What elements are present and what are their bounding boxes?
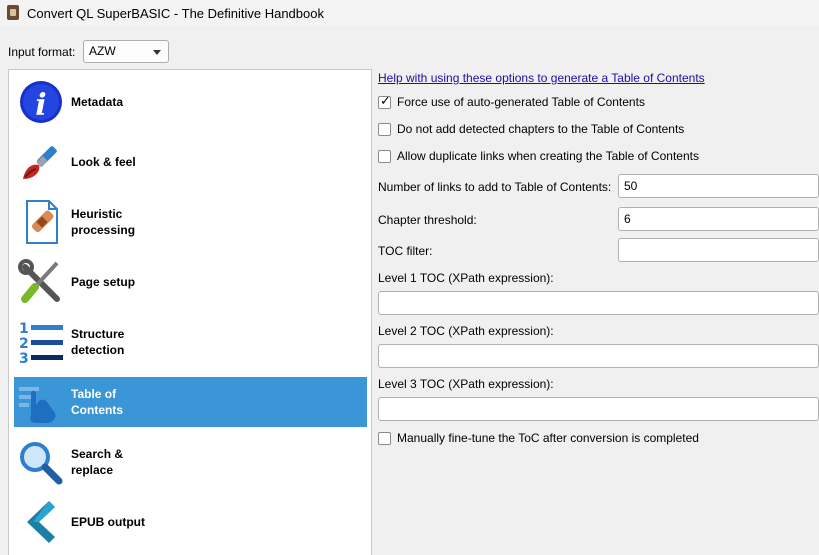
help-link[interactable]: Help with using these options to generate a Table of Contents — [378, 71, 705, 85]
toc-hand-icon — [17, 379, 65, 425]
chapter-threshold-label: Chapter threshold: — [378, 213, 477, 227]
chapter-threshold-value: 6 — [624, 212, 631, 226]
input-format-label: Input format: — [8, 45, 76, 59]
manual-fine-tune-checkbox[interactable] — [378, 432, 391, 445]
epub-chevron-icon — [17, 499, 65, 545]
input-format-value: AZW — [89, 44, 116, 58]
allow-duplicate-links-label: Allow duplicate links when creating the Table of Contents — [397, 149, 699, 163]
paintbrush-icon — [17, 139, 65, 185]
title-bar — [0, 0, 819, 26]
num-links-value: 50 — [624, 179, 638, 193]
force-auto-toc-label: Force use of auto-generated Table of Contents — [397, 95, 645, 109]
sidebar-item-label: Search & replace — [71, 447, 124, 477]
sidebar-item-epub-output[interactable] — [14, 497, 367, 547]
window-title: Convert QL SuperBASIC - The Definitive Handbook — [27, 6, 324, 21]
toc-filter-input[interactable] — [618, 238, 819, 262]
force-auto-toc-option[interactable] — [378, 95, 645, 109]
sidebar-item-look-feel[interactable] — [14, 137, 367, 187]
document-bandage-icon — [17, 199, 65, 245]
chapter-threshold-input[interactable] — [618, 207, 819, 231]
app-icon — [7, 5, 19, 20]
no-detected-chapters-label: Do not add detected chapters to the Table of Contents — [397, 122, 685, 136]
sidebar-item-label: Structure detection — [71, 327, 125, 357]
sidebar-item-label: Look & feel — [71, 155, 136, 169]
toc-filter-label: TOC filter: — [378, 244, 433, 258]
num-links-label: Number of links to add to Table of Contents: — [378, 180, 612, 194]
sidebar-item-search-replace[interactable] — [14, 437, 367, 487]
level1-toc-label: Level 1 TOC (XPath expression): — [378, 271, 554, 285]
level1-toc-input[interactable] — [378, 291, 819, 315]
sidebar-item-heuristic-processing[interactable] — [14, 197, 367, 247]
sidebar-item-metadata[interactable] — [14, 77, 367, 127]
svg-text:3: 3 — [19, 351, 29, 365]
sidebar-item-page-setup[interactable] — [14, 257, 367, 307]
magnifier-icon — [17, 439, 65, 485]
level3-toc-label: Level 3 TOC (XPath expression): — [378, 377, 554, 391]
no-detected-chapters-checkbox[interactable] — [378, 123, 391, 136]
chevron-down-icon — [153, 50, 161, 55]
info-icon — [17, 79, 65, 125]
sidebar-item-label: EPUB output — [71, 515, 145, 529]
numbered-list-icon — [17, 319, 65, 365]
force-auto-toc-checkbox[interactable] — [378, 96, 391, 109]
toc-options-panel — [378, 69, 819, 555]
num-links-input[interactable] — [618, 174, 819, 198]
sidebar-item-label: Metadata — [71, 95, 124, 109]
level2-toc-label: Level 2 TOC (XPath expression): — [378, 324, 554, 338]
sidebar-item-label: Table of Contents — [71, 387, 123, 417]
manual-fine-tune-option[interactable] — [378, 431, 699, 445]
level3-toc-input[interactable] — [378, 397, 819, 421]
manual-fine-tune-label: Manually fine-tune the ToC after conversion is completed — [397, 431, 699, 445]
sidebar-item-label: Heuristic processing — [71, 207, 136, 237]
sidebar-item-structure-detection[interactable] — [14, 317, 367, 367]
no-detected-chapters-option[interactable] — [378, 122, 684, 136]
allow-duplicate-links-option[interactable] — [378, 149, 699, 163]
svg-text:1: 1 — [19, 321, 29, 337]
wrench-screwdriver-icon — [17, 259, 65, 305]
level2-toc-input[interactable] — [378, 344, 819, 368]
svg-text:2: 2 — [19, 336, 29, 352]
sidebar-item-table-of-contents[interactable] — [14, 377, 367, 427]
allow-duplicate-links-checkbox[interactable] — [378, 150, 391, 163]
sidebar — [8, 69, 372, 555]
svg-text:i: i — [35, 88, 47, 123]
sidebar-item-label: Page setup — [71, 275, 136, 289]
input-format-select[interactable] — [83, 40, 169, 63]
